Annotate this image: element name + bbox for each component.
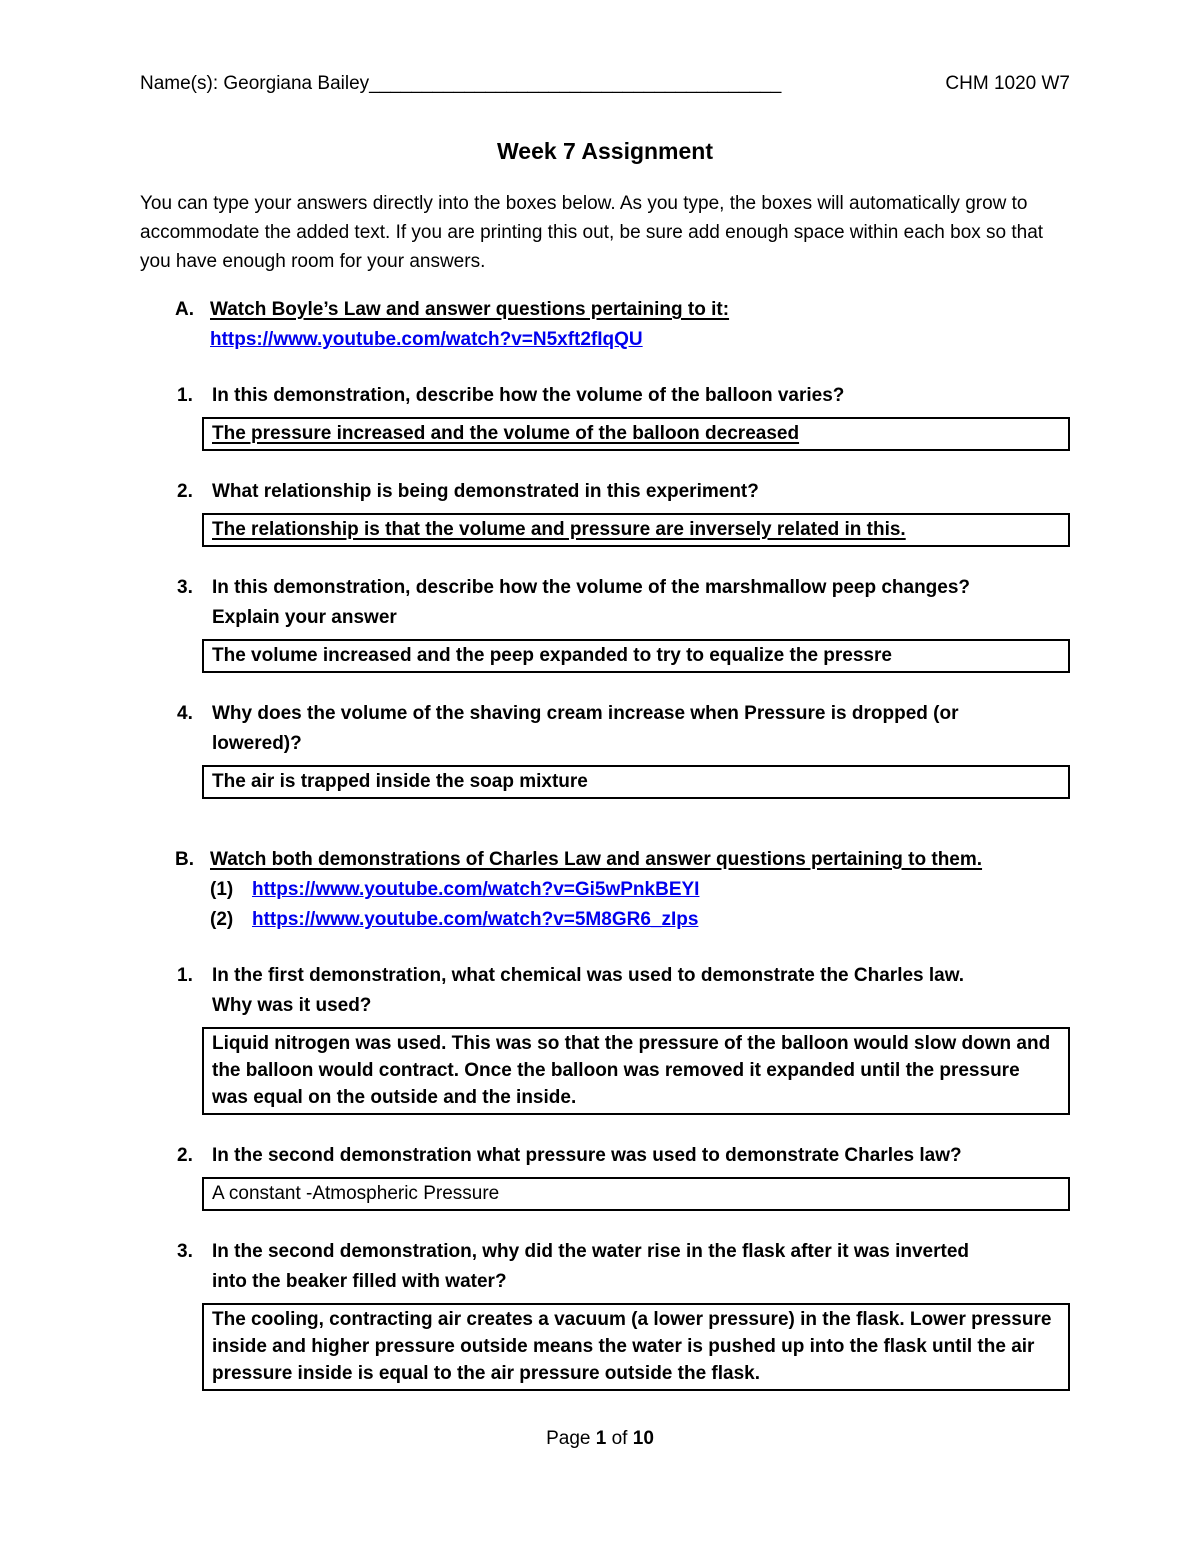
link-prefix: (2) xyxy=(210,909,234,930)
question-number: 3. xyxy=(177,1241,193,1262)
question-number: 4. xyxy=(177,703,193,724)
question-text: In this demonstration, describe how the volume of the balloon varies? xyxy=(212,385,845,406)
question-number: 3. xyxy=(177,577,193,598)
question-text-line1: In the second demonstration, why did the water rise in the flask after it was inverted xyxy=(212,1241,970,1262)
page-footer xyxy=(0,1428,1200,1450)
answer-box-b2[interactable]: A constant -Atmospheric Pressure xyxy=(202,1177,1070,1211)
answer-box-a4[interactable]: The air is trapped inside the soap mixture xyxy=(202,765,1070,799)
answer-box-b3[interactable]: The cooling, contracting air creates a vacuum (a lower pressure) in the flask. Lower pressure inside and higher pressure outside means the water is pushed up into the flask until the air pressure inside is equal to the air pressure outside the flask. xyxy=(202,1303,1070,1391)
question-text: What relationship is being demonstrated in this experiment? xyxy=(212,481,759,502)
question-a2 xyxy=(140,477,1070,547)
question-text-line2: into the beaker filled with water? xyxy=(212,1271,507,1292)
section-b xyxy=(140,845,1070,1391)
question-a4-text-row xyxy=(140,699,1070,759)
section-a-label: A. xyxy=(175,299,194,320)
intro-paragraph: You can type your answers directly into the boxes below. As you type, the boxes will automatically grow to accommodate the added text. If you are printing this out, be sure add enough space within each box so that you have enough room for your answers. xyxy=(140,193,1044,272)
question-text: In the second demonstration what pressure was used to demonstrate Charles law? xyxy=(212,1145,962,1166)
question-text-line2: lowered)? xyxy=(212,733,302,754)
question-number: 1. xyxy=(177,965,193,986)
name-label: Name(s): Georgiana Bailey xyxy=(140,73,370,94)
question-a1 xyxy=(140,381,1070,451)
youtube-link-charles-law-2[interactable]: https://www.youtube.com/watch?v=5M8GR6_zIps xyxy=(252,909,699,930)
question-b1 xyxy=(140,961,1070,1115)
question-b2-text-row xyxy=(140,1141,1070,1171)
question-text-line1: In the first demonstration, what chemical was used to demonstrate the Charles law. xyxy=(212,965,965,986)
question-text-line1: Why does the volume of the shaving cream increase when Pressure is dropped (or xyxy=(212,703,959,724)
section-a-heading-row xyxy=(140,295,1070,325)
youtube-link-boyles-law[interactable]: https://www.youtube.com/watch?v=N5xft2fIqQU xyxy=(210,329,643,350)
section-a xyxy=(140,295,1070,799)
header xyxy=(140,72,1070,96)
question-text xyxy=(212,573,1070,633)
question-a2-text-row xyxy=(140,477,1070,507)
footer-page-number: 1 xyxy=(595,1428,607,1449)
question-a4 xyxy=(140,699,1070,799)
name-field xyxy=(140,72,781,96)
question-a3-text-row xyxy=(140,573,1070,633)
answer-box-a3[interactable]: The volume increased and the peep expanded to try to equalize the pressre xyxy=(202,639,1070,673)
section-b-heading-row xyxy=(140,845,1070,875)
page-title: Week 7 Assignment xyxy=(496,138,714,164)
section-b-label: B. xyxy=(175,849,194,870)
question-number: 1. xyxy=(177,385,193,406)
section-b-link-row-2 xyxy=(210,905,1070,935)
section-b-link-row-1 xyxy=(210,875,1070,905)
question-text-line2: Explain your answer xyxy=(212,607,397,628)
question-a1-text-row xyxy=(140,381,1070,411)
section-a-heading: Watch Boyle’s Law and answer questions pertaining to it: xyxy=(210,299,730,320)
answer-box-a2[interactable]: The relationship is that the volume and pressure are inversely related in this. xyxy=(202,513,1070,547)
question-a3 xyxy=(140,573,1070,673)
answer-box-b1[interactable]: Liquid nitrogen was used. This was so that the pressure of the balloon would slow down and the balloon would contract. Once the balloon was removed it expanded until the pressure was equal on the outside and the inside. xyxy=(202,1027,1070,1115)
question-text xyxy=(212,699,1070,759)
question-b3 xyxy=(140,1237,1070,1391)
footer-total-pages: 10 xyxy=(632,1428,654,1449)
question-number: 2. xyxy=(177,481,193,502)
name-underline: _______________________________________ xyxy=(369,73,782,94)
question-b3-text-row xyxy=(140,1237,1070,1297)
question-b1-text-row xyxy=(140,961,1070,1021)
section-b-heading: Watch both demonstrations of Charles Law and answer questions pertaining to them. xyxy=(210,849,983,870)
footer-of-word: of xyxy=(611,1428,628,1449)
question-text xyxy=(212,961,1070,1021)
answer-box-a1[interactable]: The pressure increased and the volume of the balloon decreased xyxy=(202,417,1070,451)
question-b2 xyxy=(140,1141,1070,1211)
question-text-line1: In this demonstration, describe how the volume of the marshmallow peep changes? xyxy=(212,577,971,598)
section-a-link-row xyxy=(210,325,1070,355)
question-text-line2: Why was it used? xyxy=(212,995,372,1016)
question-text xyxy=(212,1237,1070,1297)
youtube-link-charles-law-1[interactable]: https://www.youtube.com/watch?v=Gi5wPnkBEYI xyxy=(252,879,700,900)
course-code: CHM 1020 W7 xyxy=(945,73,1070,94)
footer-page-word: Page xyxy=(546,1428,591,1449)
link-prefix: (1) xyxy=(210,879,234,900)
question-number: 2. xyxy=(177,1145,193,1166)
